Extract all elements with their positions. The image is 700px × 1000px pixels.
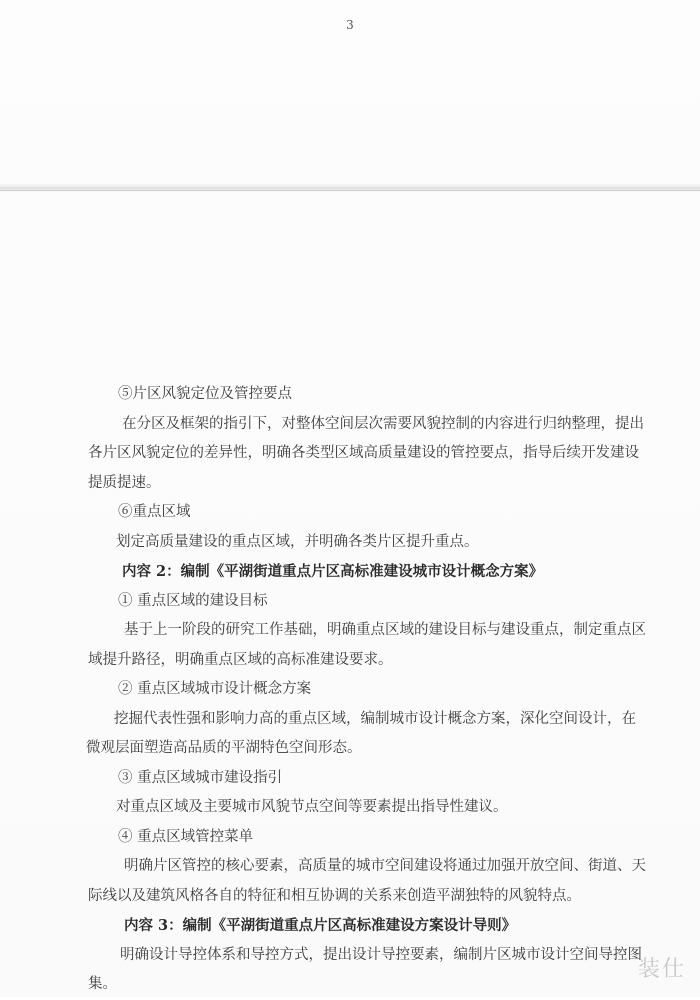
subheading-1: ① 重点区域的建设目标	[118, 592, 268, 609]
subheading-5: ⑤片区风貌定位及管控要点	[118, 386, 292, 402]
document-body	[86, 380, 678, 1000]
paragraph-line: 明确设计导控体系和导控方式，提出设计导控要素，编制片区城市设计空间导控图	[120, 946, 642, 963]
page-number: 3	[346, 18, 354, 32]
page-separator-line	[0, 190, 700, 191]
paragraph-line: 提质提速。	[88, 474, 161, 491]
paragraph-line: 微观层面塑造高品质的平湖特色空间形态。	[86, 740, 362, 756]
paragraph-line: 集。	[88, 976, 117, 992]
watermark-logo: 装仕	[637, 956, 686, 981]
paragraph-line: 各片区风貌定位的差异性，明确各类型区域高质量建设的管控要点，指导后续开发建设	[88, 445, 639, 461]
paragraph-line: 划定高质量建设的重点区域，并明确各类片区提升重点。	[116, 533, 479, 550]
section-heading-content-3: 内容 3：编制《平湖街道重点片区高标准建设方案设计导则》	[124, 917, 517, 934]
section-heading-content-2: 内容 2：编制《平湖街道重点片区高标准建设城市设计概念方案》	[122, 563, 544, 580]
paragraph-line: 际线以及建筑风格各自的特征和相互协调的关系来创造平湖独特的风貌特点。	[88, 887, 581, 904]
paragraph-line: 基于上一阶段的研究工作基础，明确重点区域的建设目标与建设重点，制定重点区	[124, 622, 646, 638]
subheading-6: ⑥重点区域	[118, 504, 191, 520]
subheading-4: ④ 重点区域管控菜单	[118, 828, 254, 845]
paragraph-line: 对重点区域及主要城市风貌节点空间等要素提出指导性建议。	[116, 799, 508, 815]
subheading-3: ③ 重点区域城市建设指引	[118, 769, 283, 786]
paragraph-line: 明确片区管控的核心要素，高质量的城市空间建设将通过加强开放空间、街道、天	[124, 858, 646, 874]
page-separator	[0, 183, 700, 193]
paragraph-line: 挖掘代表性强和影响力高的重点区域，编制城市设计概念方案，深化空间设计，在	[114, 710, 636, 727]
paragraph-line: 在分区及框架的指引下，对整体空间层次需要风貌控制的内容进行归纳整理，提出	[122, 415, 644, 432]
subheading-2: ② 重点区域城市设计概念方案	[118, 681, 312, 697]
paragraph-line: 域提升路径，明确重点区域的高标准建设要求。	[88, 651, 393, 668]
